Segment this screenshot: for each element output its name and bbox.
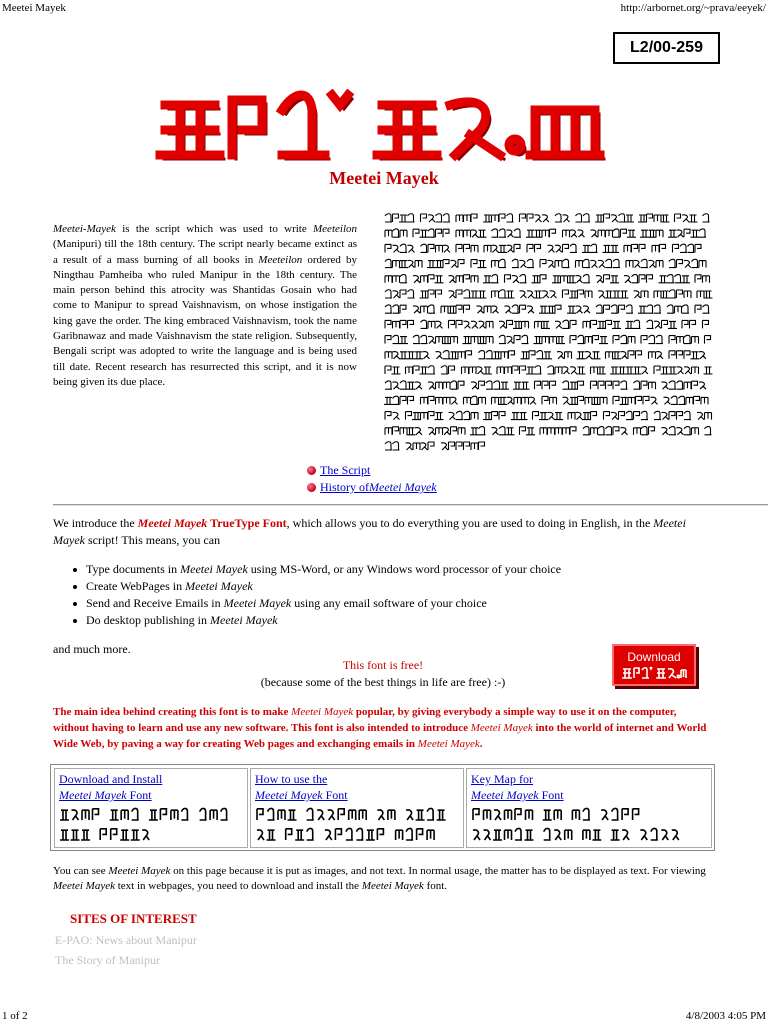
feature-pre: Type documents in <box>86 562 181 576</box>
font-intro-term-2: Meetei Mayek <box>53 516 686 547</box>
print-header-title: Meetei Mayek <box>2 2 66 14</box>
meetei-mayek-banner-image <box>150 80 610 170</box>
print-header-url: http://arbornet.org/~prava/eeyek/ <box>620 2 766 14</box>
link-line2-term: Meetei Mayek <box>59 788 127 802</box>
font-intro-paragraph <box>53 515 713 549</box>
feature-term: Meetei Mayek <box>210 613 278 627</box>
font-intro-b: TrueType Font <box>207 516 287 530</box>
link-line2-post: Font <box>126 788 152 802</box>
link-line2-term: Meetei Mayek <box>255 788 323 802</box>
script-line <box>385 290 713 298</box>
display-note <box>53 864 718 894</box>
page-title: Meetei Mayek <box>329 168 439 188</box>
note-c: text in webpages, you need to download and install the <box>114 880 362 892</box>
script-line <box>385 259 706 267</box>
intro-paragraph <box>53 222 357 390</box>
link-line2-post: Font <box>538 788 564 802</box>
intro-lang: Meeteilon <box>313 223 357 235</box>
history-link-term: Meetei Mayek <box>369 480 437 494</box>
script-line <box>385 244 701 252</box>
feature-term: Meetei Mayek <box>180 562 248 576</box>
key-map-link[interactable] <box>471 771 707 803</box>
script-line <box>473 828 679 840</box>
script-line <box>385 214 710 222</box>
site-link-story-of-manipur[interactable]: The Story of Manipur <box>55 953 160 967</box>
script-line <box>385 229 706 237</box>
free-line: This font is free! <box>342 658 424 672</box>
list-item <box>86 578 561 595</box>
print-header <box>0 0 768 16</box>
nav-links <box>307 462 437 496</box>
intro-text-c: ordered by Ningthau Pamheiba who ruled Manipur in the 18th century. The main person behind this atrocity was Shantidas Gosain who had come to Manipur to spread Vaishnavism, on whose instigation the king gave the order. The king embraced Vaishnavism, took the name Garibnawaz and made Vaishnavism the state religion. Subsequently, Bengali script was adopted to write the language and is being used till date. Recent research has resurrected this script, and it is now being given its due place. <box>53 253 357 388</box>
script-line <box>385 351 706 359</box>
intro-term: Meetei-Mayek <box>53 223 116 235</box>
list-item <box>86 612 561 629</box>
meetei-mayek-text-image <box>383 212 718 457</box>
script-line <box>385 335 711 343</box>
main-idea-b: popular, by giving everybody a simple way to use it on the computer, without having to learn and use any new software. This font is also intended to introduce <box>53 706 677 734</box>
main-idea-term-3: Meetei Mayek <box>417 738 480 750</box>
font-intro-a: We introduce the <box>53 516 138 530</box>
download-button[interactable] <box>612 644 696 686</box>
script-line <box>384 396 708 404</box>
script-line <box>473 808 639 820</box>
the-script-link-label: The Script <box>320 463 371 477</box>
feature-pre: Send and Receive Emails in <box>86 596 224 610</box>
red-bullet-icon <box>307 483 316 492</box>
meetei-mayek-caption-image <box>255 806 461 846</box>
history-link-prefix: History of <box>320 480 369 494</box>
main-idea-term-2: Meetei Mayek <box>470 722 533 734</box>
feature-term: Meetei Mayek <box>185 579 253 593</box>
note-d: font. <box>423 880 448 892</box>
divider <box>53 504 768 506</box>
feature-post: using any email software of your choice <box>291 596 487 610</box>
meetei-mayek-caption-image <box>471 806 707 846</box>
feature-term: Meetei Mayek <box>223 596 292 610</box>
page-number: 1 of 2 <box>2 1010 28 1022</box>
script-line <box>385 381 706 389</box>
script-line <box>385 427 712 435</box>
history-link[interactable] <box>307 479 437 496</box>
red-bullet-icon <box>307 466 316 475</box>
script-line <box>385 366 713 374</box>
links-table <box>50 764 715 851</box>
script-line <box>385 275 710 283</box>
meetei-mayek-caption-image <box>59 806 245 846</box>
intro-text-b: (Manipuri) till the 18th century. The script nearly became extinct as a result of a mass burning of all books in <box>53 238 357 266</box>
note-term: Meetei Mayek <box>108 865 171 877</box>
note-a: You can see <box>53 865 109 877</box>
font-intro-term: Meetei Mayek <box>137 516 208 530</box>
script-line <box>60 808 228 820</box>
feature-pre: Create WebPages in <box>86 579 186 593</box>
feature-pre: Do desktop publishing in <box>86 613 211 627</box>
note-term-2: Meetei Mayek <box>53 880 115 892</box>
link-line1: Download and Install <box>59 772 163 786</box>
main-idea-term: Meetei Mayek <box>291 706 354 718</box>
the-script-link[interactable] <box>307 462 437 479</box>
list-item <box>86 561 561 578</box>
much-more-text: and much more. <box>53 642 131 656</box>
how-to-use-link[interactable] <box>255 771 459 803</box>
download-button-label: Download <box>627 650 681 664</box>
download-install-link[interactable] <box>59 771 243 803</box>
link-line1: Key Map for <box>471 772 533 786</box>
link-cell-how-to-use <box>250 768 464 848</box>
free-paren: (because some of the best things in life are free) :-) <box>260 675 506 689</box>
document-id-box: L2/00-259 <box>613 32 720 64</box>
feature-list <box>86 561 561 629</box>
note-b: on this page because it is put as images, and not text. In normal usage, the matter has to be displayed as text. For viewing <box>170 865 706 877</box>
main-idea-d: . <box>479 738 483 750</box>
main-idea-a: The main idea behind creating this font is to make <box>53 706 292 718</box>
print-datetime: 4/8/2003 4:05 PM <box>685 1010 766 1022</box>
link-line1: How to use the <box>255 772 328 786</box>
intro-text-a: is the script which was used to write <box>115 223 314 235</box>
script-line <box>385 320 709 328</box>
sites-of-interest-heading: SITES OF INTEREST <box>70 911 197 926</box>
link-cell-download-install <box>54 768 248 848</box>
script-line <box>257 808 446 820</box>
link-line2-post: Font <box>322 788 348 802</box>
script-line <box>385 442 485 450</box>
intro-lang-2: Meeteilon <box>258 253 303 266</box>
main-idea-c: into the world of internet and World Wide Web, by paving a way for creating Web pages and exchanging emails in <box>53 722 707 750</box>
site-link-epao[interactable]: E-PAO: News about Manipur <box>55 933 197 947</box>
script-line <box>257 828 434 840</box>
meetei-mayek-wordmark-icon <box>621 665 687 681</box>
note-term-3: Meetei Mayek <box>361 880 424 892</box>
script-line <box>385 411 712 419</box>
link-line2-term: Meetei Mayek <box>471 788 539 802</box>
list-item <box>86 595 561 612</box>
font-intro-d: script! This means, you can <box>84 533 221 547</box>
script-line <box>60 829 149 840</box>
feature-post: using MS-Word, or any Windows word processor of your choice <box>247 562 562 576</box>
font-intro-c: , which allows you to do everything you are used to doing in English, in the <box>286 516 654 530</box>
script-line <box>385 305 710 313</box>
link-cell-key-map <box>466 768 712 848</box>
main-idea-paragraph <box>53 704 713 752</box>
